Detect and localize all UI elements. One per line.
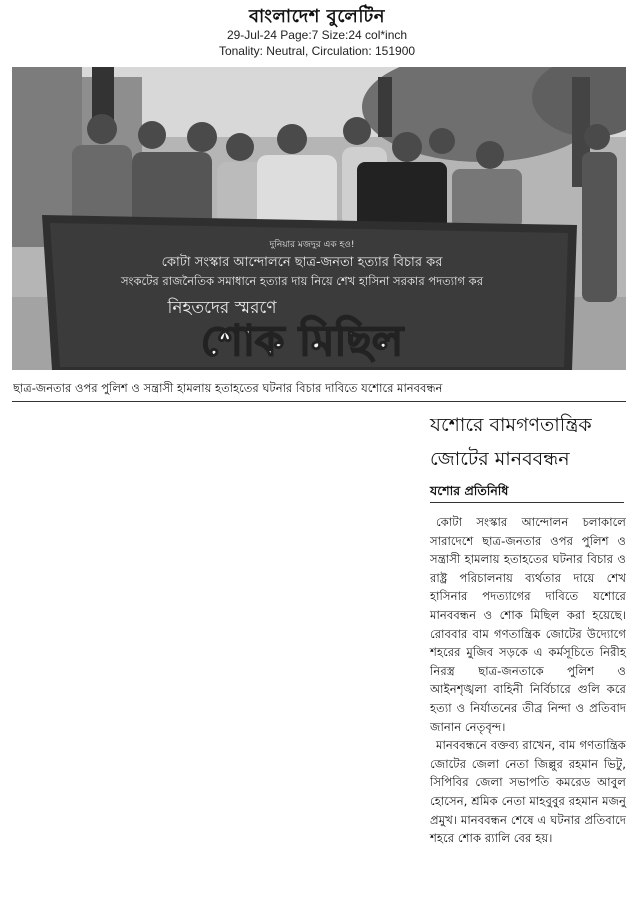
banner-line-2: কোটা সংস্কার আন্দোলনে ছাত্র-জনতা হত্যার বিচার কর [161, 255, 443, 270]
byline-divider [430, 502, 624, 503]
photo-caption: ছাত্র-জনতার ওপর পুলিশ ও সন্ত্রাসী হামলায় হতাহতের ঘটনার বিচার দাবিতে যশোরে মানববন্ধন [13, 381, 443, 395]
banner-big-text: শোক মিছিল [200, 316, 404, 365]
article-headline [430, 408, 624, 476]
news-photo [12, 67, 626, 370]
article-body [430, 513, 626, 848]
clipping-meta-tonality: Tonality: Neutral, Circulation: 151900 [218, 44, 416, 58]
article-paragraph-1: কোটা সংস্কার আন্দোলন চলাকালে সারাদেশে ছাত্র-জনতার ওপর পুলিশ ও সন্ত্রাসী হামলায় হতাহতের ঘটনার বিচার ও রাষ্ট্র পরিচালনায় ব্যর্থতার দায়ে শেখ হাসিনার পদত্যাগের দাবিতে যশোরে মানববন্ধন ও শোক মিছিল করা হয়েছে। রোববার বাম গণতান্ত্রিক জোটের উদ্যোগে শহরের মুজিব সড়কে এ কর্মসূচিতে নিরীহ নিরস্ত্র ছাত্র-জনতাকে পুলিশ ও আইনশৃঙ্খলা বাহিনী নির্বিচারে গুলি করে হত্যা ও নির্যাতনের তীব্র নিন্দা ও প্রতিবাদ জানান নেতৃবৃন্দ। [430, 515, 626, 734]
article-byline: যশোর প্রতিনিধি [430, 483, 509, 498]
clipping-meta-date-page: 29-Jul-24 Page:7 Size:24 col*inch [226, 28, 408, 42]
headline-line-1: যশোরে বামগণতান্ত্রিক [430, 414, 592, 436]
banner-line-3: সংকটের রাজনৈতিক সমাধানে হত্যার দায় নিয়ে শেখ হাসিনা সরকার পদত্যাগ কর [120, 274, 484, 288]
banner-line-4: নিহতদের স্মরণে [167, 298, 277, 318]
headline-line-2: জোটের মানববন্ধন [430, 448, 570, 470]
newspaper-masthead: বাংলাদেশ বুলেটিন [248, 6, 386, 27]
banner-line-1: দুনিয়ার মজদুর এক হও! [269, 240, 355, 250]
article-paragraph-2: মানববন্ধনে বক্তব্য রাখেন, বাম গণতান্ত্রিক জোটের জেলা নেতা জিল্লুর রহমান ভিটু, সিপিবির জেলা সভাপতি কমরেড আবুল হোসেন, শ্রমিক নেতা মাহবুবুর রহমান মজনু প্রমুখ। মানববন্ধন শেষে এ ঘটনার প্রতিবাদে শহরে শোক র‍্যালি বের হয়। [430, 738, 626, 846]
protest-photo-illustration [12, 67, 626, 370]
section-divider [12, 401, 626, 402]
